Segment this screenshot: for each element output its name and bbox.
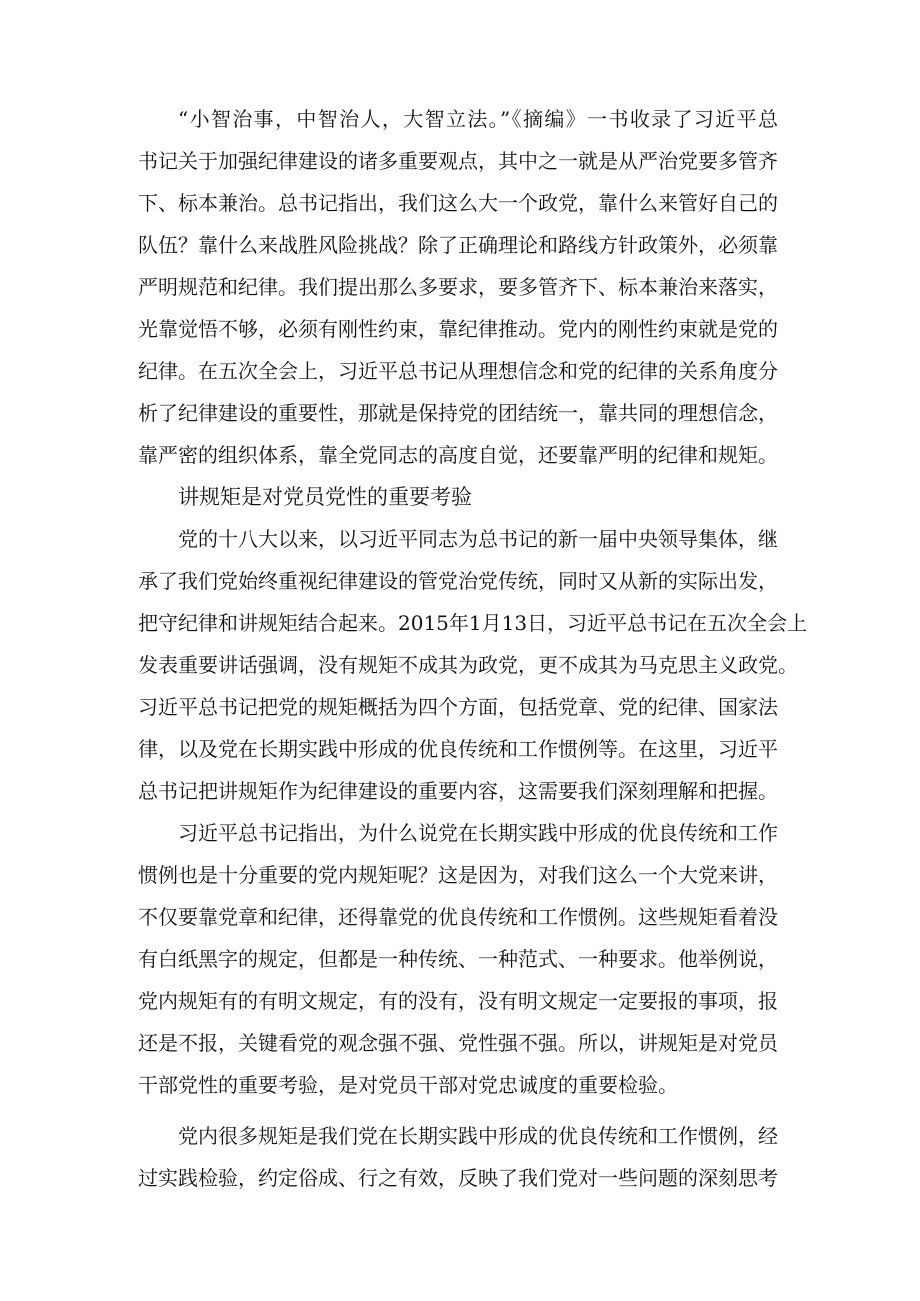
paragraph-3-line-5: 党内规矩有的有明文规定，有的没有，没有明文规定一定要报的事项，报 [138,989,778,1013]
paragraph-3-line-1: 习近平总书记指出，为什么说党在长期实践中形成的优良传统和工作 [178,821,778,845]
paragraph-2-line-1: 党的十八大以来，以习近平同志为总书记的新一届中央领导集体，继 [178,527,778,551]
paragraph-2-line-2: 承了我们党始终重视纪律建设的管党治党传统，同时又从新的实际出发， [138,569,778,593]
paragraph-2-line-7: 总书记把讲规矩作为纪律建设的重要内容，这需要我们深刻理解和把握。 [138,779,778,803]
section-heading: 讲规矩是对党员党性的重要考验 [178,485,472,509]
paragraph-1-line-1: “小智治事，中智治人，大智立法。”《摘编》一书收录了习近平总 [178,107,778,131]
paragraph-1-line-7: 纪律。在五次全会上，习近平总书记从理想信念和党的纪律的关系角度分 [138,359,778,383]
paragraph-4-line-2: 过实践检验，约定俗成、行之有效，反映了我们党对一些问题的深刻思考 [138,1166,778,1190]
paragraph-1-line-6: 光靠觉悟不够，必须有刚性约束，靠纪律推动。党内的刚性约束就是党的 [138,317,778,341]
paragraph-3-line-3: 不仅要靠党章和纪律，还得靠党的优良传统和工作惯例。这些规矩看着没 [138,905,778,929]
paragraph-3-line-7: 干部党性的重要考验，是对党员干部对党忠诚度的重要检验。 [138,1073,678,1097]
paragraph-2-line-3: 把守纪律和讲规矩结合起来。2015年1月13日，习近平总书记在五次全会上 [138,611,808,635]
paragraph-3-line-6: 还是不报，关键看党的观念强不强、党性强不强。所以，讲规矩是对党员 [138,1031,778,1055]
paragraph-2-line-6: 律，以及党在长期实践中形成的优良传统和工作惯例等。在这里，习近平 [138,737,778,761]
paragraph-3-line-4: 有白纸黑字的规定，但都是一种传统、一种范式、一种要求。他举例说， [138,947,778,971]
paragraph-3-line-2: 惯例也是十分重要的党内规矩呢？这是因为，对我们这么一个大党来讲， [138,863,778,887]
paragraph-1-line-2: 书记关于加强纪律建设的诸多重要观点，其中之一就是从严治党要多管齐 [138,149,778,173]
paragraph-1-line-3: 下、标本兼治。总书记指出，我们这么大一个政党，靠什么来管好自己的 [138,191,778,215]
paragraph-4-line-1: 党内很多规矩是我们党在长期实践中形成的优良传统和工作惯例，经 [178,1124,778,1148]
paragraph-2-line-5: 习近平总书记把党的规矩概括为四个方面，包括党章、党的纪律、国家法 [138,695,778,719]
paragraph-1-line-4: 队伍？靠什么来战胜风险挑战？除了正确理论和路线方针政策外，必须靠 [138,233,778,257]
paragraph-1-line-9: 靠严密的组织体系，靠全党同志的高度自觉，还要靠严明的纪律和规矩。 [138,443,778,467]
paragraph-1-line-5: 严明规范和纪律。我们提出那么多要求，要多管齐下、标本兼治来落实， [138,275,778,299]
paragraph-1-line-8: 析了纪律建设的重要性，那就是保持党的团结统一，靠共同的理想信念， [138,401,778,425]
paragraph-2-line-4: 发表重要讲话强调，没有规矩不成其为政党，更不成其为马克思主义政党。 [138,653,798,677]
